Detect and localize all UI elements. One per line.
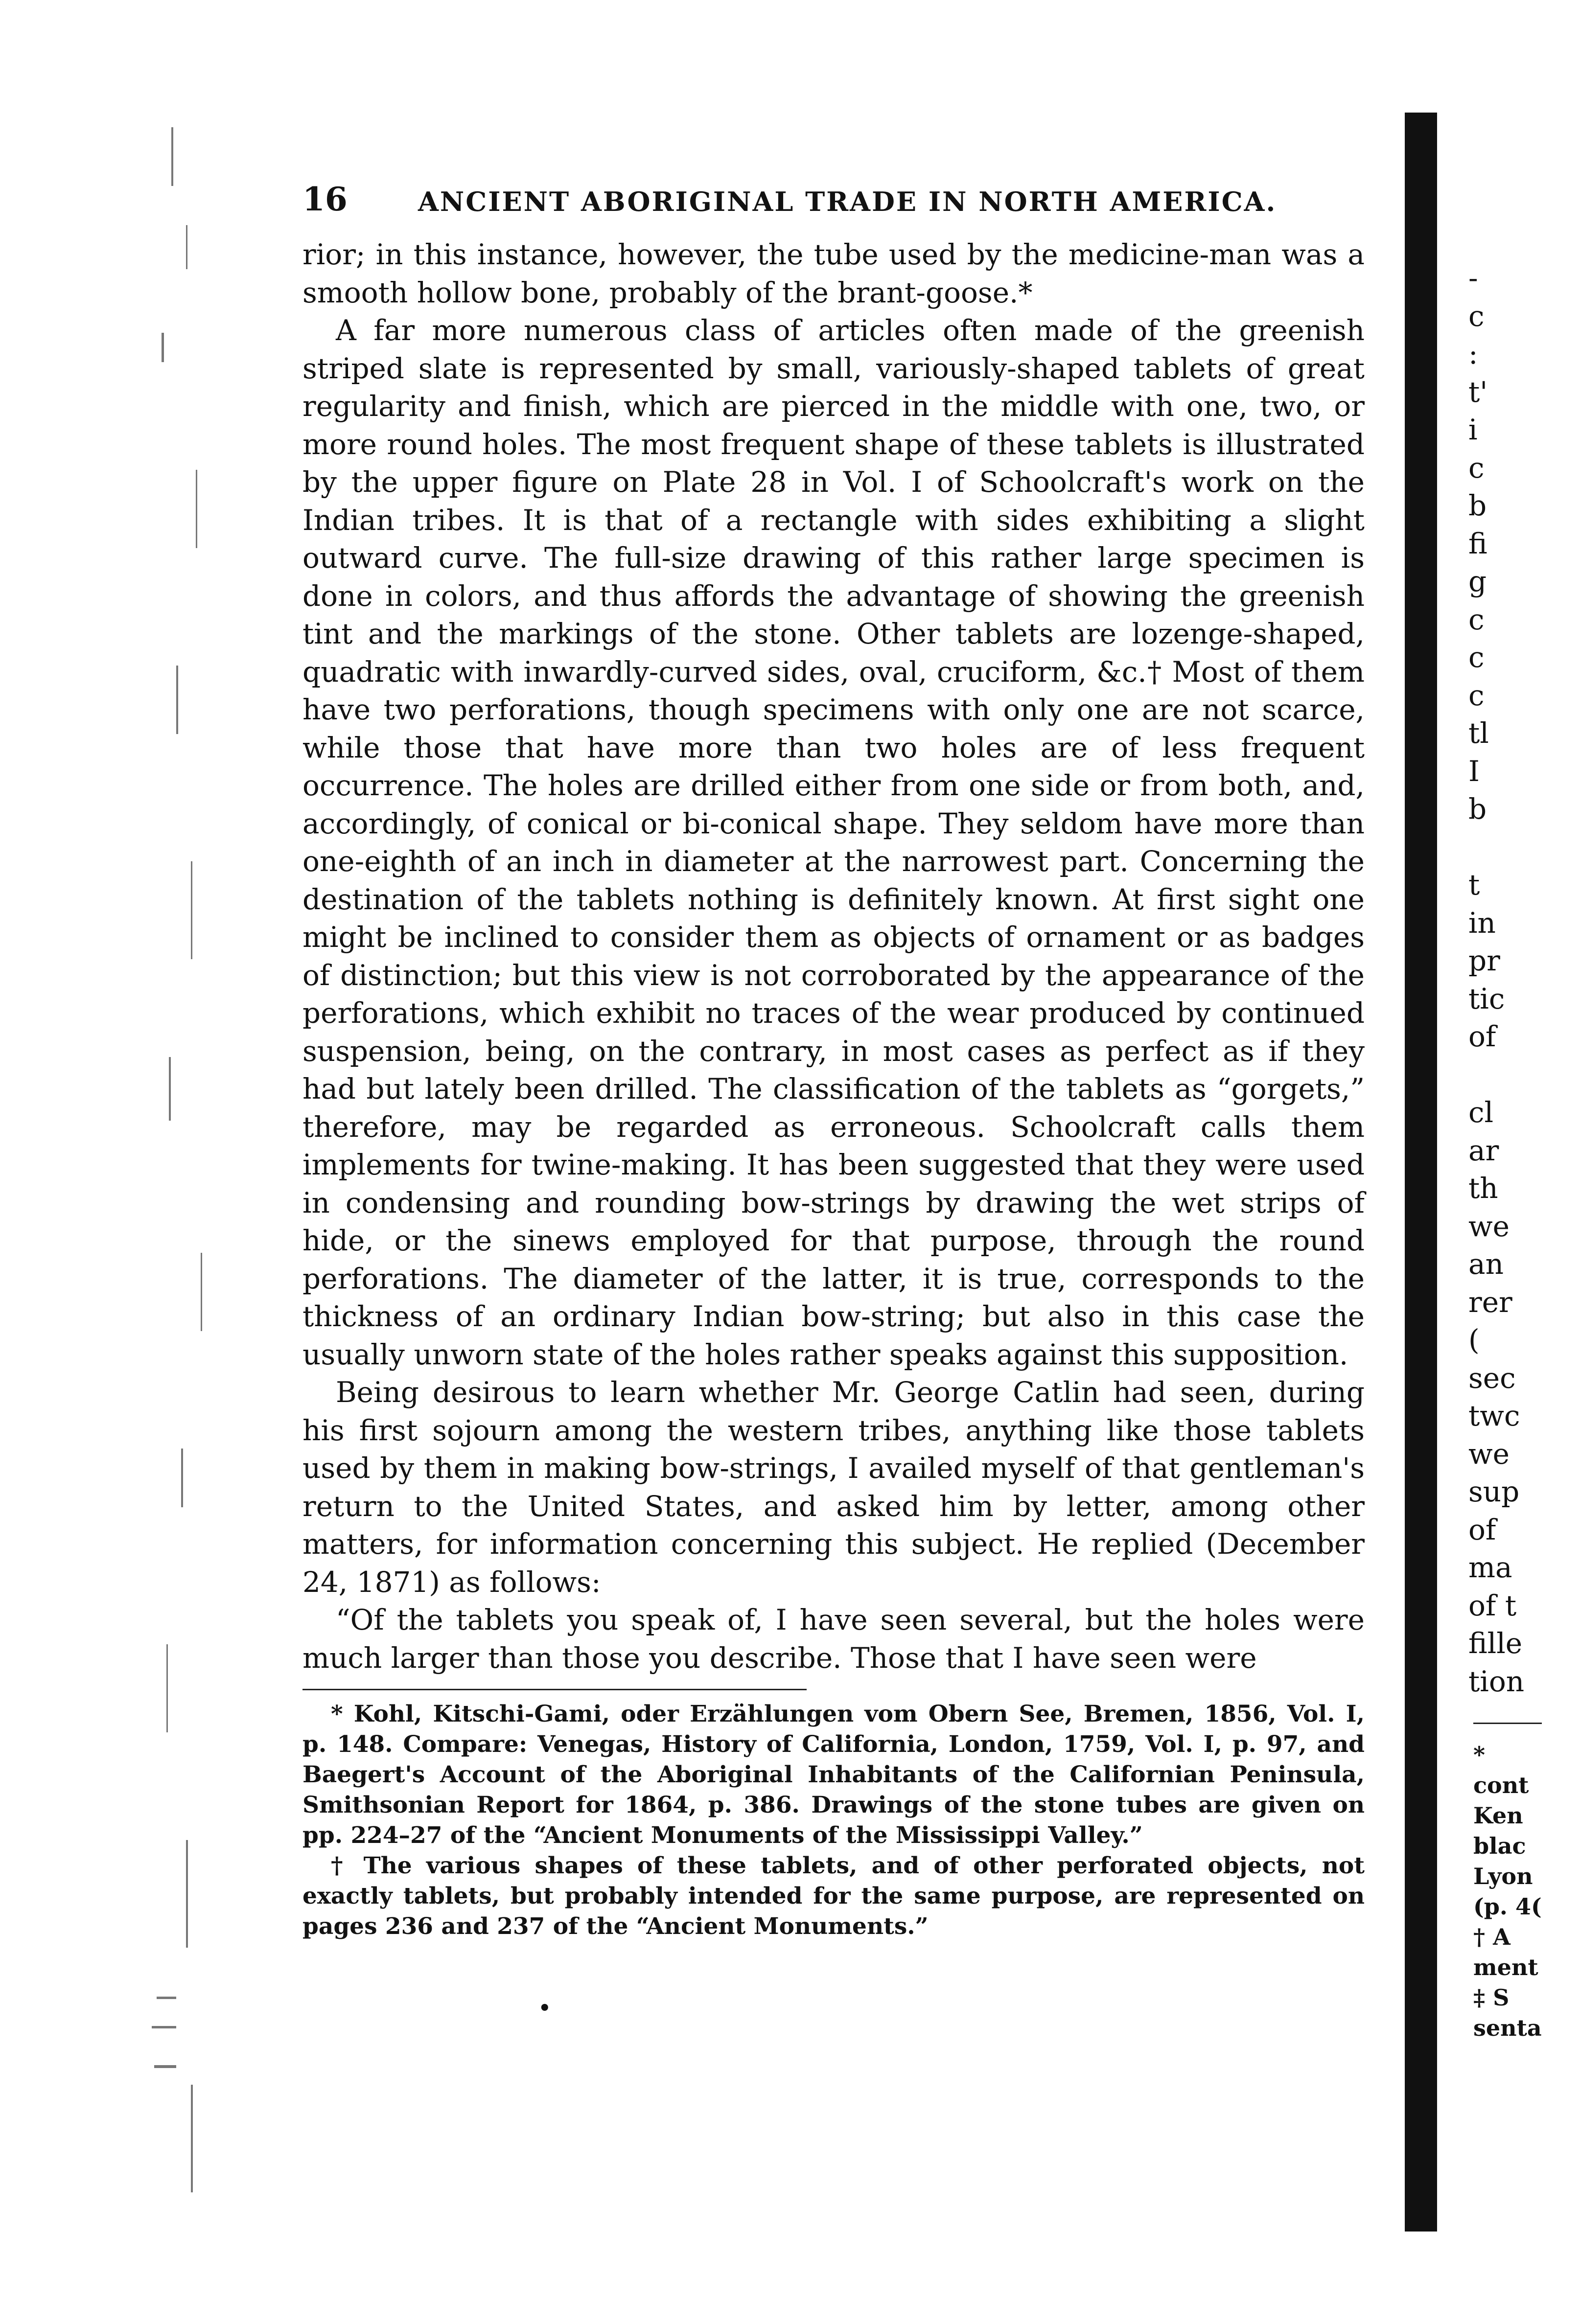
next-page-line: : <box>1468 337 1478 370</box>
next-page-fragment <box>1468 259 1580 1701</box>
next-page-line: c <box>1468 641 1485 674</box>
stray-ink-mark: • <box>538 1997 551 2020</box>
next-page-line: i <box>1468 413 1478 446</box>
next-page-line: c <box>1468 678 1485 712</box>
footnote-dagger: † The various shapes of these tablets, and of other perforated objects, not exactly tablets, but probably intended for the same purpose, are represented on pages 236 and 237 of the “Ancient Monuments.” <box>302 1852 1365 1940</box>
next-page-line: g <box>1468 565 1487 598</box>
binding-shadow <box>1405 113 1437 2232</box>
next-page-line: we <box>1468 1209 1510 1243</box>
next-page-note-line: * <box>1473 1742 1486 1768</box>
next-page-line: sup <box>1468 1475 1520 1508</box>
next-page-line: rer <box>1468 1285 1512 1319</box>
next-page-line: b <box>1468 489 1487 522</box>
body-text <box>302 236 1365 1677</box>
paragraph-catlin: Being desirous to learn whether Mr. George Catlin had seen, during his first sojourn among the western tribes, anything like those tablets used by them in making bow-strings, I availed myself of that gentleman's return to the United States, and asked him by letter, among other matters, for information concerning this subject. He replied (December 24, 1871) as follows: <box>302 1376 1365 1599</box>
next-page-line: of <box>1468 1513 1496 1546</box>
paragraph-continuation: rior; in this instance, however, the tube used by the medicine-man was a smooth hollow bone, probably of the brant-goose.* <box>302 238 1365 309</box>
paragraph-quote: “Of the tablets you speak of, I have seen several, but the holes were much larger than those you describe. Those that I have seen were <box>302 1603 1365 1675</box>
next-page-line: we <box>1468 1437 1510 1471</box>
next-page-line <box>1468 1056 1580 1094</box>
next-page-note-line: senta <box>1473 2015 1542 2041</box>
next-page-note-line: Lyon <box>1473 1863 1533 1889</box>
next-page-line: ma <box>1468 1551 1512 1584</box>
paragraph-tablets: A far more numerous class of articles often made of the greenish striped slate is represented by small, variously-shaped tablets of great regularity and finish, which are pierced in the middle with one, two, or more round holes. The most frequent shape of these tablets is illustrated by the upper figure on Plate 28 in Vol. I of Schoolcraft's work on the Indian tribes. It is that of a rectangle with sides exhibiting a slight outward curve. The full-size drawing of this rather large specimen is done in colors, and thus affords the advantage of showing the greenish tint and the markings of the stone. Other tablets are lozenge-shaped, quadratic with inwardly-curved sides, oval, cruciform, &c.† Most of them have two perforations, though specimens with only one are not scarce, while those that have more than two holes are of less frequent occurrence. The holes are drilled either from one side or from both, and, accordingly, of conical or bi-conical shape. They seldom have more than one-eighth of an inch in diameter at the narrowest part. Concerning the destination of the tablets nothing is definitely known. At first sight one might be inclined to consider them as objects of ornament or as badges of distinction; but this view is not corroborated by the appearance of the perforations, which exhibit no traces of the wear produced by continued suspension, being, on the contrary, in most cases as perfect as if they had but lately been drilled. The classification of the tablets as “gorgets,” therefore, may be regarded as erroneous. Schoolcraft calls them implements for twine-making. It has been suggested that they were used in condensing and rounding bow-strings by drawing the wet strips of hide, or the sinews employed for that purpose, through the round perforations. The diameter of the latter, it is true, corresponds to the thickness of an ordinary Indian bow-string; but also in this case the usually unworn state of the holes rather speaks against this supposition. <box>302 314 1365 1371</box>
next-page-line: of <box>1468 1020 1496 1053</box>
next-page-line: c <box>1468 451 1485 484</box>
next-page-line: fille <box>1468 1627 1523 1660</box>
next-page-line: th <box>1468 1172 1498 1205</box>
next-page-line: c <box>1468 299 1485 333</box>
next-page-line: t <box>1468 868 1480 901</box>
next-page-line: c <box>1468 602 1485 636</box>
next-page-note-line: † A <box>1473 1924 1510 1950</box>
next-page-footnote-rule <box>1473 1723 1542 1724</box>
next-page-line: of t <box>1468 1588 1517 1622</box>
next-page-line: in <box>1468 906 1496 940</box>
next-page-line: tl <box>1468 716 1489 750</box>
running-head: ANCIENT ABORIGINAL TRADE IN NORTH AMERICA. <box>418 186 1277 217</box>
page-header <box>302 177 1365 221</box>
next-page-note-line: Ken <box>1473 1802 1523 1829</box>
next-page-line: sec <box>1468 1361 1516 1395</box>
next-page-line: ( <box>1468 1323 1480 1357</box>
next-page-note-line: cont <box>1473 1772 1529 1798</box>
next-page-line: b <box>1468 792 1487 826</box>
next-page-note-line: ‡ S <box>1473 1984 1510 2011</box>
footnotes <box>302 1699 1365 1942</box>
next-page-note-line: ment <box>1473 1954 1538 1980</box>
next-page-line: t' <box>1468 375 1488 409</box>
page-number: 16 <box>302 180 348 218</box>
next-page-note-line: blac <box>1473 1833 1526 1859</box>
next-page-line: cl <box>1468 1096 1494 1129</box>
next-page-line: an <box>1468 1247 1504 1281</box>
next-page-line: pr <box>1468 944 1500 977</box>
next-page-note-line: (p. 4( <box>1473 1893 1542 1920</box>
next-page-line: tion <box>1468 1664 1525 1698</box>
footnote-asterisk: * Kohl, Kitschi-Gami, oder Erzählungen vom Obern See, Bremen, 1856, Vol. I, p. 148. Compare: Venegas, History of California, London, 1759, Vol. I, p. 97, and Baegert's Account of the Aboriginal Inhabitants of the Californian Peninsula, Smithsonian Report for 1864, p. 386. Drawings of the stone tubes are given on pp. 224–27 of the “Ancient Monuments of the Mississippi Valley.” <box>302 1701 1365 1849</box>
next-page-line: I <box>1468 754 1480 788</box>
next-page-line: - <box>1468 261 1478 295</box>
binding-gutter-noise <box>142 127 230 2232</box>
next-page-footnote-fragment <box>1473 1740 1580 2043</box>
next-page-line: twc <box>1468 1399 1520 1432</box>
page-content <box>302 177 1365 1942</box>
next-page-line: tic <box>1468 982 1505 1015</box>
next-page-line <box>1468 828 1580 867</box>
footnote-rule <box>302 1689 807 1690</box>
next-page-line: fi <box>1468 527 1487 560</box>
next-page-line: ar <box>1468 1133 1499 1167</box>
